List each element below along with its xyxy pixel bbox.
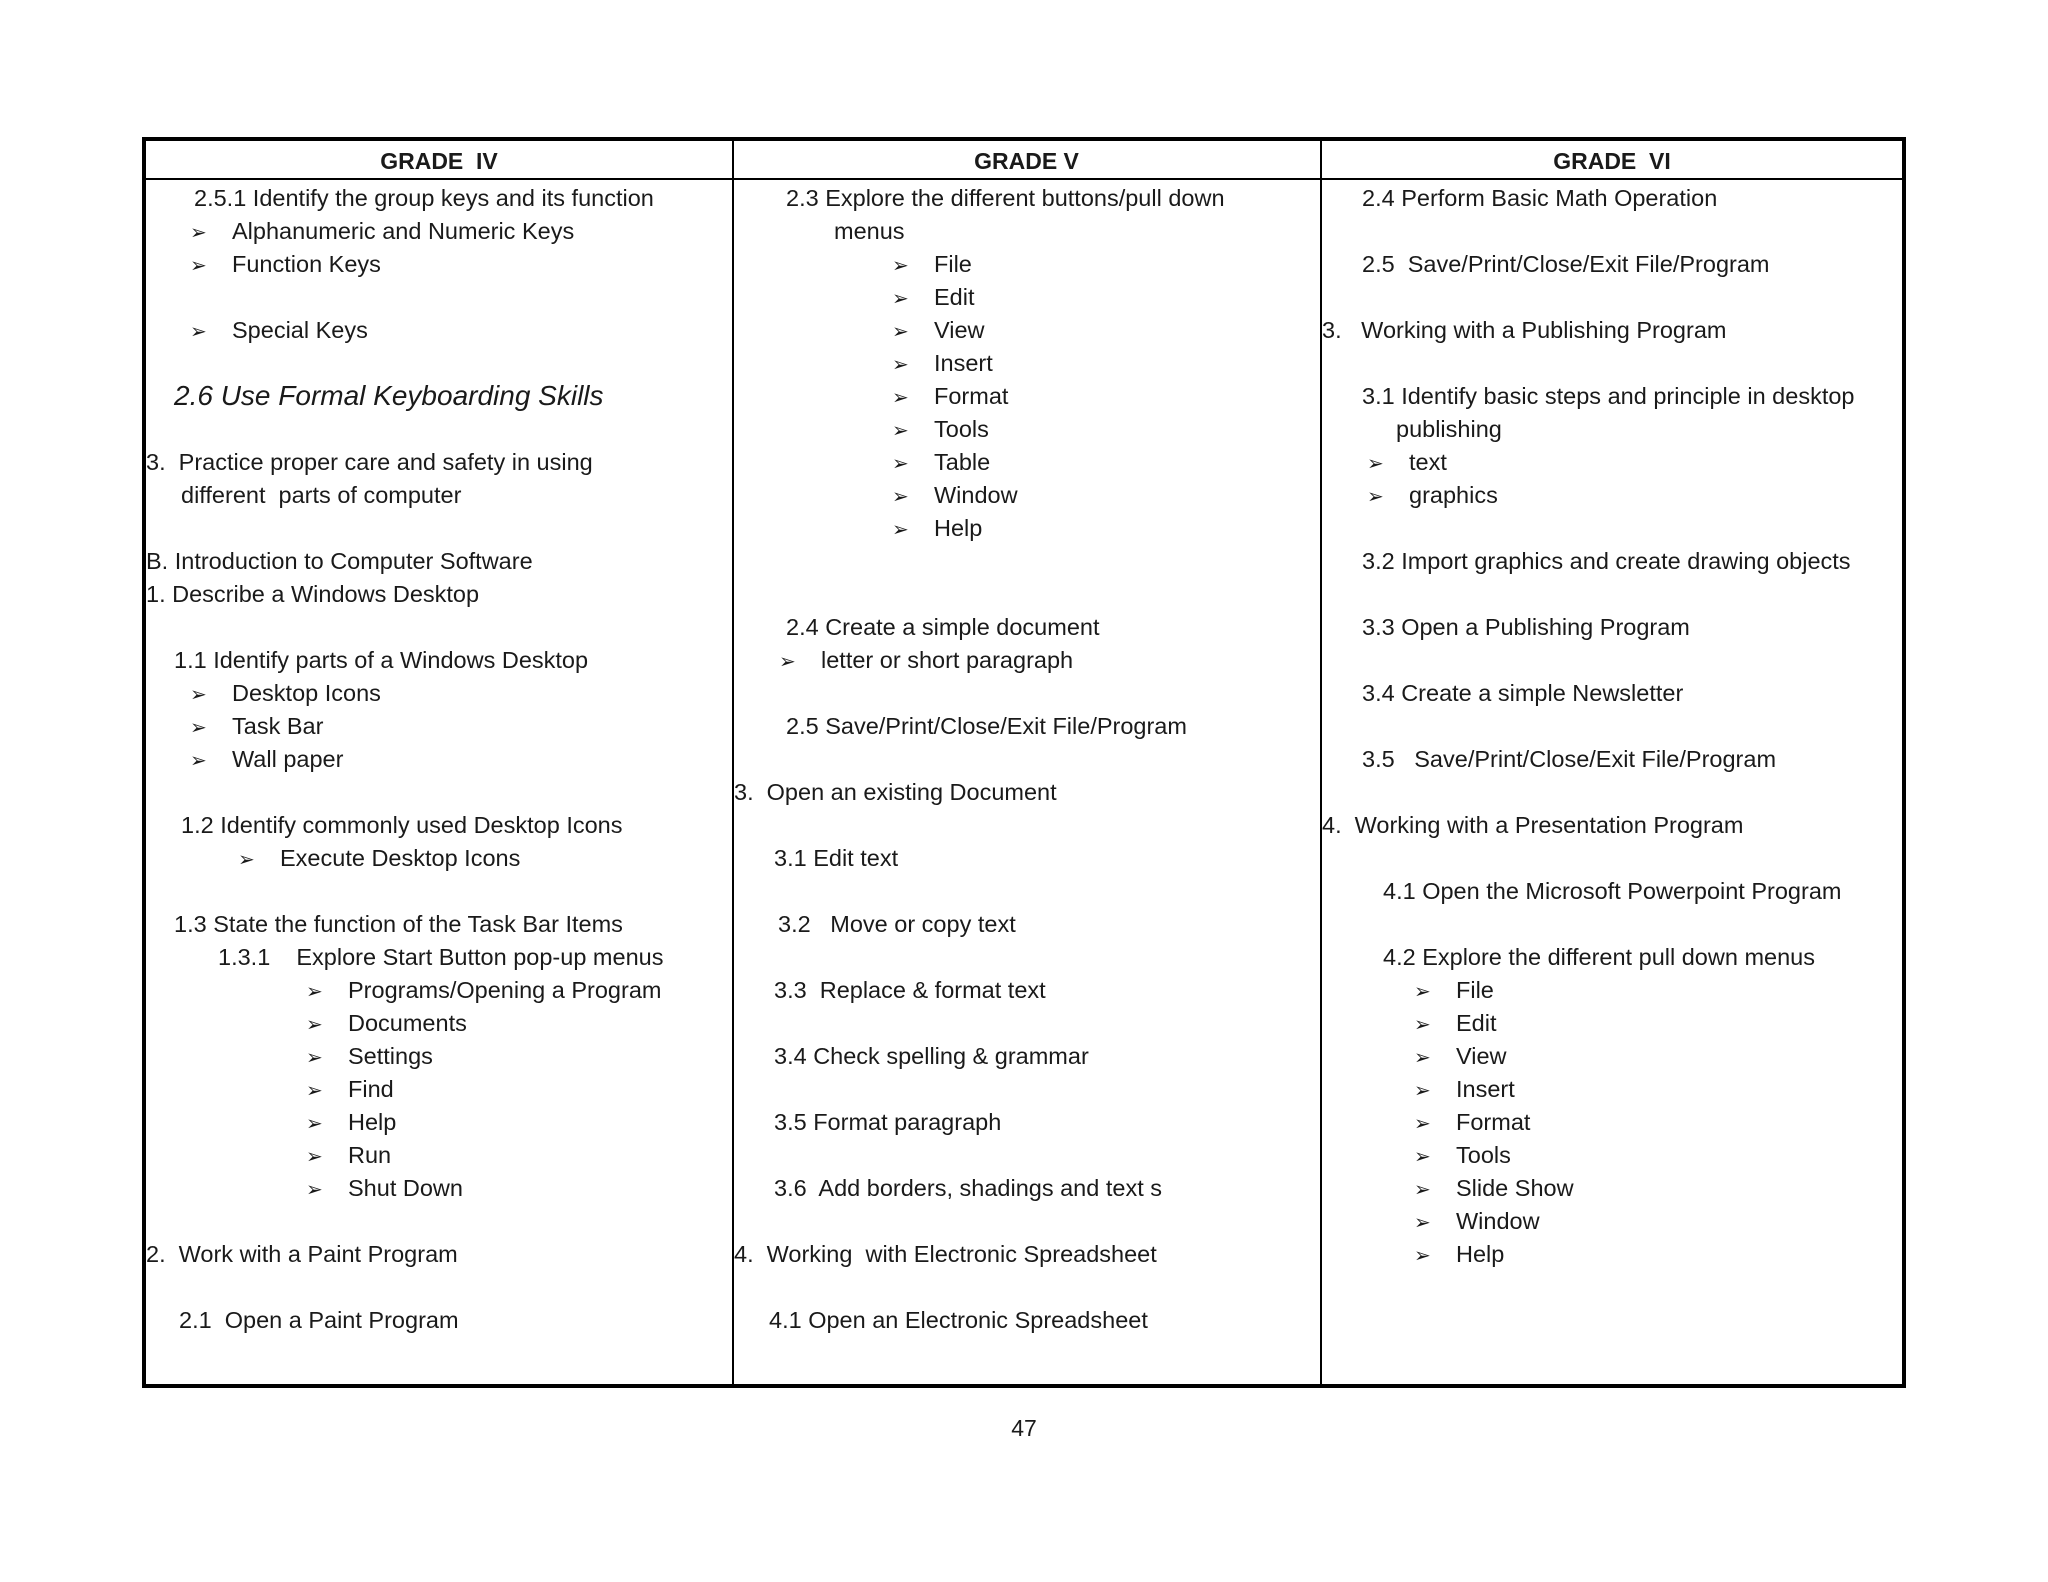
item-text: 3.5 Save/Print/Close/Exit File/Program — [1362, 746, 1777, 772]
item-text: Format — [1456, 1109, 1531, 1135]
outline-item — [774, 1172, 1162, 1204]
column-grade-vi — [1322, 182, 1902, 1384]
item-text: 3. Working with a Publishing Program — [1322, 317, 1727, 343]
bullet-item — [1367, 479, 1498, 511]
outline-item — [786, 710, 1187, 742]
item-text: 2.3 Explore the different buttons/pull down — [786, 185, 1225, 211]
bullet-item — [1414, 1007, 1497, 1039]
arrow-bullet-icon: ➢ — [1367, 453, 1384, 475]
item-text: 2.5 Save/Print/Close/Exit File/Program — [1362, 251, 1770, 277]
header-grade-iv: GRADE IV — [380, 148, 498, 174]
outline-item — [774, 1106, 1001, 1138]
bullet-item — [1414, 1106, 1530, 1138]
item-text: Edit — [934, 284, 975, 310]
item-text: View — [1456, 1043, 1507, 1069]
outline-item — [174, 908, 623, 940]
item-text: 2.4 Perform Basic Math Operation — [1362, 185, 1718, 211]
outline-item — [786, 611, 1100, 643]
item-text: 2.5.1 Identify the group keys and its function — [194, 185, 654, 211]
bullet-item — [190, 215, 574, 247]
bullet-item — [190, 710, 323, 742]
item-text: Slide Show — [1456, 1175, 1574, 1201]
outline-item — [786, 182, 1225, 214]
column-grade-v — [734, 182, 1320, 1384]
item-text: Special Keys — [232, 317, 368, 343]
item-text: Insert — [934, 350, 993, 376]
bullet-item — [892, 512, 982, 544]
outline-item — [774, 1040, 1089, 1072]
bullet-item — [306, 974, 661, 1006]
item-text: 1.3.1 Explore Start Button pop-up menus — [218, 944, 664, 970]
item-text: 4. Working with Electronic Spreadsheet — [734, 1241, 1157, 1267]
outline-item — [1362, 380, 1855, 412]
item-text: Function Keys — [232, 251, 381, 277]
bullet-item — [1414, 974, 1494, 1006]
curriculum-table — [142, 137, 1906, 1388]
item-text: 4. Working with a Presentation Program — [1322, 812, 1744, 838]
outline-item — [146, 545, 533, 577]
item-text: 3. Practice proper care and safety in using — [146, 449, 593, 475]
arrow-bullet-icon: ➢ — [306, 1146, 323, 1168]
outline-item — [1396, 413, 1502, 445]
arrow-bullet-icon: ➢ — [190, 717, 207, 739]
arrow-bullet-icon: ➢ — [892, 321, 909, 343]
page-number: 47 — [1011, 1415, 1037, 1441]
item-text: Alphanumeric and Numeric Keys — [232, 218, 575, 244]
bullet-item — [1367, 446, 1447, 478]
bullet-item — [306, 1073, 394, 1105]
arrow-bullet-icon: ➢ — [306, 1080, 323, 1102]
item-text: 3.5 Format paragraph — [774, 1109, 1002, 1135]
outline-item — [1322, 314, 1726, 346]
arrow-bullet-icon: ➢ — [190, 222, 207, 244]
outline-item — [1362, 743, 1776, 775]
bullet-item — [1414, 1073, 1515, 1105]
bullet-item — [892, 446, 990, 478]
item-text: File — [1456, 977, 1494, 1003]
outline-item — [1383, 941, 1815, 973]
item-text: 4.1 Open the Microsoft Powerpoint Program — [1383, 878, 1842, 904]
item-text: Settings — [348, 1043, 433, 1069]
bullet-item — [892, 314, 985, 346]
outline-item — [734, 776, 1057, 808]
arrow-bullet-icon: ➢ — [190, 255, 207, 277]
bullet-item — [190, 677, 381, 709]
item-text: 2.1 Open a Paint Program — [179, 1307, 459, 1333]
outline-item — [1362, 182, 1717, 214]
arrow-bullet-icon: ➢ — [1414, 1212, 1431, 1234]
bullet-item — [779, 644, 1073, 676]
bullet-item — [306, 1106, 396, 1138]
outline-item — [1362, 611, 1690, 643]
bullet-item — [892, 347, 993, 379]
item-text: Task Bar — [232, 713, 324, 739]
arrow-bullet-icon: ➢ — [1414, 1080, 1431, 1102]
item-text: Find — [348, 1076, 394, 1102]
item-text: 3.2 Import graphics and create drawing objects — [1362, 548, 1851, 574]
outline-item — [774, 842, 898, 874]
item-text: 2.6 Use Formal Keyboarding Skills — [174, 380, 604, 411]
item-text: View — [934, 317, 985, 343]
item-text: B. Introduction to Computer Software — [146, 548, 533, 574]
arrow-bullet-icon: ➢ — [892, 354, 909, 376]
arrow-bullet-icon: ➢ — [190, 684, 207, 706]
item-text: 3.3 Replace & format text — [774, 977, 1046, 1003]
arrow-bullet-icon: ➢ — [306, 1113, 323, 1135]
item-text: 3.4 Create a simple Newsletter — [1362, 680, 1684, 706]
item-text: Execute Desktop Icons — [280, 845, 521, 871]
item-text: 1. Describe a Windows Desktop — [146, 581, 480, 607]
arrow-bullet-icon: ➢ — [306, 1047, 323, 1069]
outline-item — [774, 974, 1046, 1006]
item-text: Run — [348, 1142, 392, 1168]
item-text: Documents — [348, 1010, 467, 1036]
header-grade-vi: GRADE VI — [1553, 148, 1671, 174]
outline-item — [1322, 809, 1743, 841]
arrow-bullet-icon: ➢ — [1414, 1047, 1431, 1069]
item-text: Help — [1456, 1241, 1505, 1267]
bullet-item — [892, 479, 1018, 511]
bullet-item — [190, 743, 343, 775]
bullet-item — [1414, 1172, 1574, 1204]
arrow-bullet-icon: ➢ — [1414, 1014, 1431, 1036]
item-text: Wall paper — [232, 746, 344, 772]
item-text: 2. Work with a Paint Program — [146, 1241, 458, 1267]
bullet-item — [306, 1139, 391, 1171]
item-text: Help — [348, 1109, 397, 1135]
outline-item — [174, 380, 604, 412]
arrow-bullet-icon: ➢ — [892, 420, 909, 442]
bullet-item — [1414, 1040, 1507, 1072]
arrow-bullet-icon: ➢ — [306, 981, 323, 1003]
arrow-bullet-icon: ➢ — [892, 255, 909, 277]
outline-item — [146, 1238, 458, 1270]
outline-item — [1362, 248, 1770, 280]
arrow-bullet-icon: ➢ — [238, 849, 255, 871]
arrow-bullet-icon: ➢ — [892, 486, 909, 508]
item-text: Shut Down — [348, 1175, 463, 1201]
item-text: 1.3 State the function of the Task Bar Items — [174, 911, 623, 937]
item-text: 3.4 Check spelling & grammar — [774, 1043, 1089, 1069]
outline-item — [146, 578, 479, 610]
outline-item — [769, 1304, 1148, 1336]
bullet-item — [190, 248, 381, 280]
item-text: Edit — [1456, 1010, 1497, 1036]
outline-item — [181, 809, 623, 841]
item-text: 3.3 Open a Publishing Program — [1362, 614, 1690, 640]
arrow-bullet-icon: ➢ — [892, 519, 909, 541]
arrow-bullet-icon: ➢ — [892, 453, 909, 475]
bullet-item — [892, 380, 1008, 412]
item-text: 4.1 Open an Electronic Spreadsheet — [769, 1307, 1148, 1333]
arrow-bullet-icon: ➢ — [1367, 486, 1384, 508]
item-text: Window — [1456, 1208, 1540, 1234]
outline-item — [778, 908, 1016, 940]
arrow-bullet-icon: ➢ — [190, 321, 207, 343]
bullet-item — [306, 1172, 463, 1204]
arrow-bullet-icon: ➢ — [1414, 1146, 1431, 1168]
outline-item — [146, 446, 593, 478]
arrow-bullet-icon: ➢ — [190, 750, 207, 772]
item-text: text — [1409, 449, 1447, 475]
outline-item — [1362, 677, 1683, 709]
outline-item — [1383, 875, 1841, 907]
outline-item — [834, 215, 905, 247]
item-text: letter or short paragraph — [821, 647, 1074, 673]
item-text: 2.5 Save/Print/Close/Exit File/Program — [786, 713, 1187, 739]
item-text: 4.2 Explore the different pull down menus — [1383, 944, 1815, 970]
item-text: publishing — [1396, 416, 1502, 442]
arrow-bullet-icon: ➢ — [1414, 1113, 1431, 1135]
outline-item — [1362, 545, 1851, 577]
arrow-bullet-icon: ➢ — [1414, 981, 1431, 1003]
item-text: 1.1 Identify parts of a Windows Desktop — [174, 647, 589, 673]
arrow-bullet-icon: ➢ — [779, 651, 796, 673]
column-grade-iv — [146, 182, 732, 1384]
outline-item — [179, 1304, 459, 1336]
arrow-bullet-icon: ➢ — [1414, 1245, 1431, 1267]
header-divider — [146, 178, 1902, 180]
item-text: 3.1 Edit text — [774, 845, 899, 871]
bullet-item — [892, 413, 989, 445]
bullet-item — [190, 314, 368, 346]
arrow-bullet-icon: ➢ — [892, 288, 909, 310]
item-text: Tools — [1456, 1142, 1511, 1168]
item-text: 3.6 Add borders, shadings and text s — [774, 1175, 1163, 1201]
item-text: File — [934, 251, 972, 277]
outline-item — [181, 479, 461, 511]
item-text: Format — [934, 383, 1009, 409]
outline-item — [218, 941, 663, 973]
item-text: Programs/Opening a Program — [348, 977, 662, 1003]
arrow-bullet-icon: ➢ — [1414, 1179, 1431, 1201]
item-text: Insert — [1456, 1076, 1515, 1102]
item-text: graphics — [1409, 482, 1498, 508]
item-text: Desktop Icons — [232, 680, 381, 706]
item-text: Window — [934, 482, 1018, 508]
item-text: menus — [834, 218, 905, 244]
item-text: different parts of computer — [181, 482, 462, 508]
bullet-item — [1414, 1139, 1511, 1171]
header-grade-v: GRADE V — [974, 148, 1079, 174]
outline-item — [734, 1238, 1157, 1270]
outline-item — [174, 644, 588, 676]
arrow-bullet-icon: ➢ — [306, 1179, 323, 1201]
bullet-item — [892, 281, 975, 313]
item-text: Help — [934, 515, 983, 541]
item-text: Tools — [934, 416, 989, 442]
bullet-item — [306, 1007, 467, 1039]
item-text: 3.2 Move or copy text — [778, 911, 1016, 937]
item-text: 3. Open an existing Document — [734, 779, 1057, 805]
outline-item — [194, 182, 654, 214]
bullet-item — [238, 842, 520, 874]
arrow-bullet-icon: ➢ — [306, 1014, 323, 1036]
bullet-item — [1414, 1238, 1504, 1270]
item-text: 3.1 Identify basic steps and principle in desktop — [1362, 383, 1855, 409]
item-text: 1.2 Identify commonly used Desktop Icons — [181, 812, 623, 838]
item-text: 2.4 Create a simple document — [786, 614, 1100, 640]
bullet-item — [1414, 1205, 1540, 1237]
item-text: Table — [934, 449, 991, 475]
bullet-item — [892, 248, 972, 280]
arrow-bullet-icon: ➢ — [892, 387, 909, 409]
bullet-item — [306, 1040, 433, 1072]
